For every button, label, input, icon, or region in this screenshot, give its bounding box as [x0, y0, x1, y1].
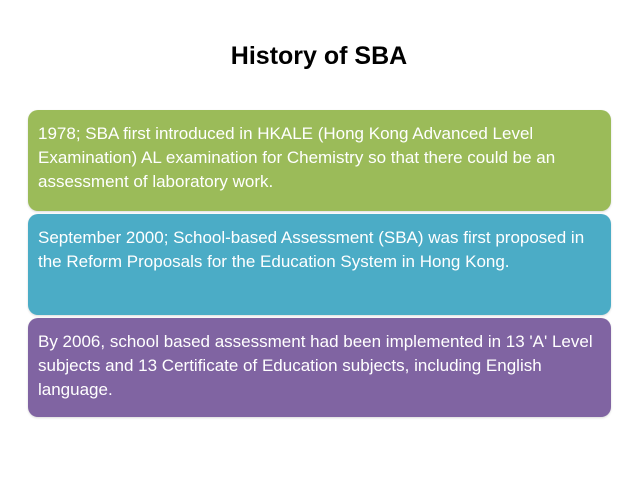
- history-box-2006: [28, 318, 611, 417]
- history-box-1978-text: 1978; SBA first introduced in HKALE (Hong Kong Advanced Level Examination) AL examination for Chemistry so that there could be an assessment of laboratory work.: [38, 124, 556, 191]
- history-box-2000-text: September 2000; School-based Assessment (SBA) was first proposed in the Reform Proposals for the Education System in Hong Kong.: [38, 228, 585, 271]
- history-box-1978: [28, 110, 611, 211]
- history-box-2000: [28, 214, 611, 315]
- slide-title: History of SBA: [230, 42, 408, 70]
- history-box-2006-text: By 2006, school based assessment had been implemented in 13 'A' Level subjects and 13 Certificate of Education subjects, including English language.: [38, 332, 593, 399]
